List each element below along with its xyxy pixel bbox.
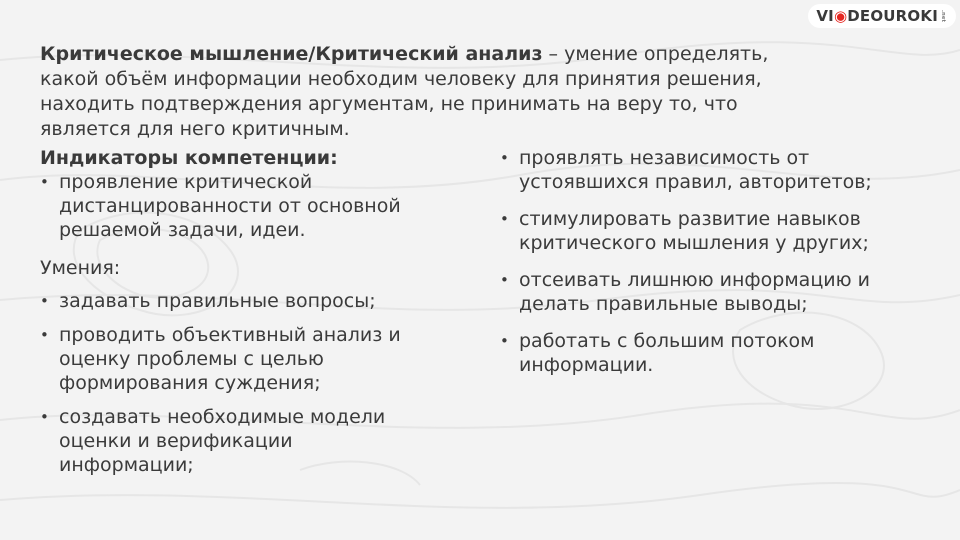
bullet-icon: • xyxy=(500,210,509,228)
list-item-text: отсеивать лишнюю информацию и делать правильные выводы; xyxy=(519,269,870,315)
skills-list-right xyxy=(500,146,940,377)
definition-term: Критическое мышление/Критический анализ xyxy=(40,43,543,65)
list-item xyxy=(500,207,940,255)
logo-suffix: .net xyxy=(940,9,946,23)
list-item xyxy=(500,329,940,377)
indicators-list xyxy=(40,170,460,242)
skills-heading: Умения: xyxy=(40,257,121,279)
list-item-text: проявление критической дистанцированности от основной решаемой задачи, идеи. xyxy=(59,171,401,241)
definition-paragraph xyxy=(40,42,870,142)
videouroki-logo xyxy=(808,4,956,28)
list-item xyxy=(40,170,460,242)
list-item-text: задавать правильные вопросы; xyxy=(59,290,376,312)
bullet-icon: • xyxy=(500,271,509,289)
bullet-icon: • xyxy=(500,149,509,167)
list-item xyxy=(500,146,940,194)
logo-text-b: DEOUROKI xyxy=(847,7,938,25)
list-item-text: работать с большим потоком информации. xyxy=(519,330,815,376)
indicators-heading: Индикаторы компетенции: xyxy=(40,147,338,169)
list-item-text: проявлять независимость от устоявшихся правил, авторитетов; xyxy=(519,147,872,193)
list-item xyxy=(40,323,460,395)
list-item-text: создавать необходимые модели оценки и верификации информации; xyxy=(59,406,386,476)
list-item-text: проводить объективный анализ и оценку проблемы с целью формирования суждения; xyxy=(59,324,401,394)
list-item xyxy=(40,405,460,477)
left-column xyxy=(40,146,460,477)
skills-list-left xyxy=(40,289,460,477)
bullet-icon: • xyxy=(40,326,49,344)
definition-text: – умение определять, какой объём информации необходим человеку для принятия решения, находить подтверждения аргументам, не принимать на веру то, что является для него критичным. xyxy=(40,43,769,140)
bullet-icon: • xyxy=(40,173,49,191)
bullet-icon: • xyxy=(40,292,49,310)
logo-eye-icon: ◉ xyxy=(833,7,848,25)
bullet-icon: • xyxy=(500,332,509,350)
right-column xyxy=(500,146,940,377)
logo-text-a: VI xyxy=(816,7,834,25)
list-item xyxy=(500,268,940,316)
bullet-icon: • xyxy=(40,408,49,426)
list-item xyxy=(40,289,460,313)
list-item-text: стимулировать развитие навыков критического мышления у других; xyxy=(519,208,869,254)
